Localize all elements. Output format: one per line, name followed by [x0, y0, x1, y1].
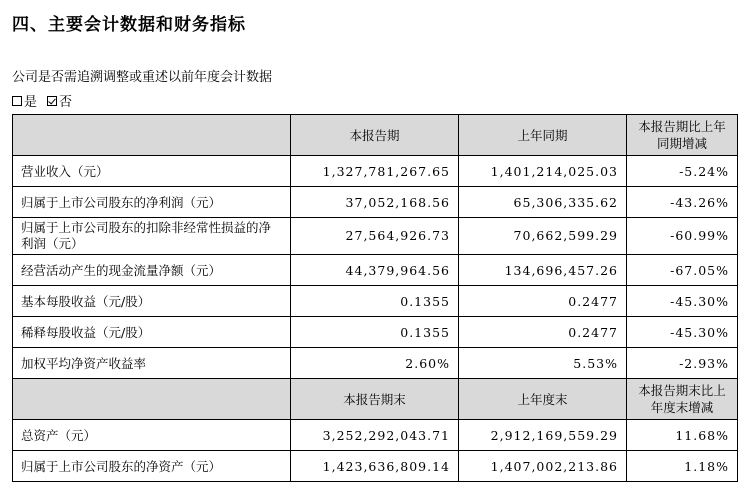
- current-value: 2.60%: [291, 348, 459, 379]
- choice-yes[interactable]: [12, 91, 37, 110]
- choice-no[interactable]: [47, 91, 72, 110]
- change-value: -45.30%: [627, 286, 738, 317]
- table-row: [13, 187, 738, 218]
- prior-value: 0.2477: [459, 317, 627, 348]
- checkbox-no-checked-icon[interactable]: [47, 96, 57, 106]
- header-empty-cell: [13, 379, 291, 420]
- prior-value: 134,696,457.26: [459, 255, 627, 286]
- header-cell: 本报告期末: [291, 379, 459, 420]
- header-cell: 本报告期: [291, 115, 459, 156]
- row-label: 营业收入（元）: [13, 156, 291, 187]
- prior-value: 70,662,599.29: [459, 218, 627, 255]
- prior-value: 0.2477: [459, 286, 627, 317]
- current-value: 1,423,636,809.14: [291, 451, 459, 482]
- table-row: [13, 317, 738, 348]
- table-row: [13, 255, 738, 286]
- table-header-row: [13, 115, 738, 156]
- change-value: 1.18%: [627, 451, 738, 482]
- prior-value: 2,912,169,559.29: [459, 420, 627, 451]
- financial-indicators-table: [12, 114, 738, 482]
- table-row: [13, 348, 738, 379]
- prior-value: 1,401,214,025.03: [459, 156, 627, 187]
- change-value: -60.99%: [627, 218, 738, 255]
- table-row: [13, 451, 738, 482]
- row-label: 基本每股收益（元/股）: [13, 286, 291, 317]
- change-value: -67.05%: [627, 255, 738, 286]
- change-value: 11.68%: [627, 420, 738, 451]
- row-label: 总资产（元）: [13, 420, 291, 451]
- header-cell: 本报告期比上年同期增减: [627, 115, 738, 156]
- current-value: 37,052,168.56: [291, 187, 459, 218]
- change-value: -5.24%: [627, 156, 738, 187]
- row-label: 经营活动产生的现金流量净额（元）: [13, 255, 291, 286]
- checkbox-yes-icon[interactable]: [12, 96, 22, 106]
- table-row: [13, 218, 738, 255]
- row-label: 稀释每股收益（元/股）: [13, 317, 291, 348]
- restatement-question: 公司是否需追溯调整或重述以前年度会计数据: [12, 70, 273, 85]
- current-value: 0.1355: [291, 317, 459, 348]
- current-value: 1,327,781,267.65: [291, 156, 459, 187]
- prior-value: 65,306,335.62: [459, 187, 627, 218]
- row-label: 归属于上市公司股东的扣除非经常性损益的净利润（元）: [13, 218, 291, 255]
- current-value: 44,379,964.56: [291, 255, 459, 286]
- prior-value: 1,407,002,213.86: [459, 451, 627, 482]
- row-label: 归属于上市公司股东的净资产（元）: [13, 451, 291, 482]
- table-row: [13, 156, 738, 187]
- change-value: -2.93%: [627, 348, 738, 379]
- current-value: 0.1355: [291, 286, 459, 317]
- change-value: -43.26%: [627, 187, 738, 218]
- table-header-row: [13, 379, 738, 420]
- row-label: 加权平均净资产收益率: [13, 348, 291, 379]
- current-value: 27,564,926.73: [291, 218, 459, 255]
- section-title: 四、主要会计数据和财务指标: [12, 15, 246, 35]
- header-cell: 上年度末: [459, 379, 627, 420]
- header-cell: 上年同期: [459, 115, 627, 156]
- current-value: 3,252,292,043.71: [291, 420, 459, 451]
- table-row: [13, 286, 738, 317]
- header-empty-cell: [13, 115, 291, 156]
- prior-value: 5.53%: [459, 348, 627, 379]
- change-value: -45.30%: [627, 317, 738, 348]
- table-row: [13, 420, 738, 451]
- choice-no-label: 否: [59, 95, 73, 110]
- row-label: 归属于上市公司股东的净利润（元）: [13, 187, 291, 218]
- choice-yes-label: 是: [24, 95, 38, 110]
- header-cell: 本报告期末比上年度末增减: [627, 379, 738, 420]
- restatement-choices: [12, 91, 78, 110]
